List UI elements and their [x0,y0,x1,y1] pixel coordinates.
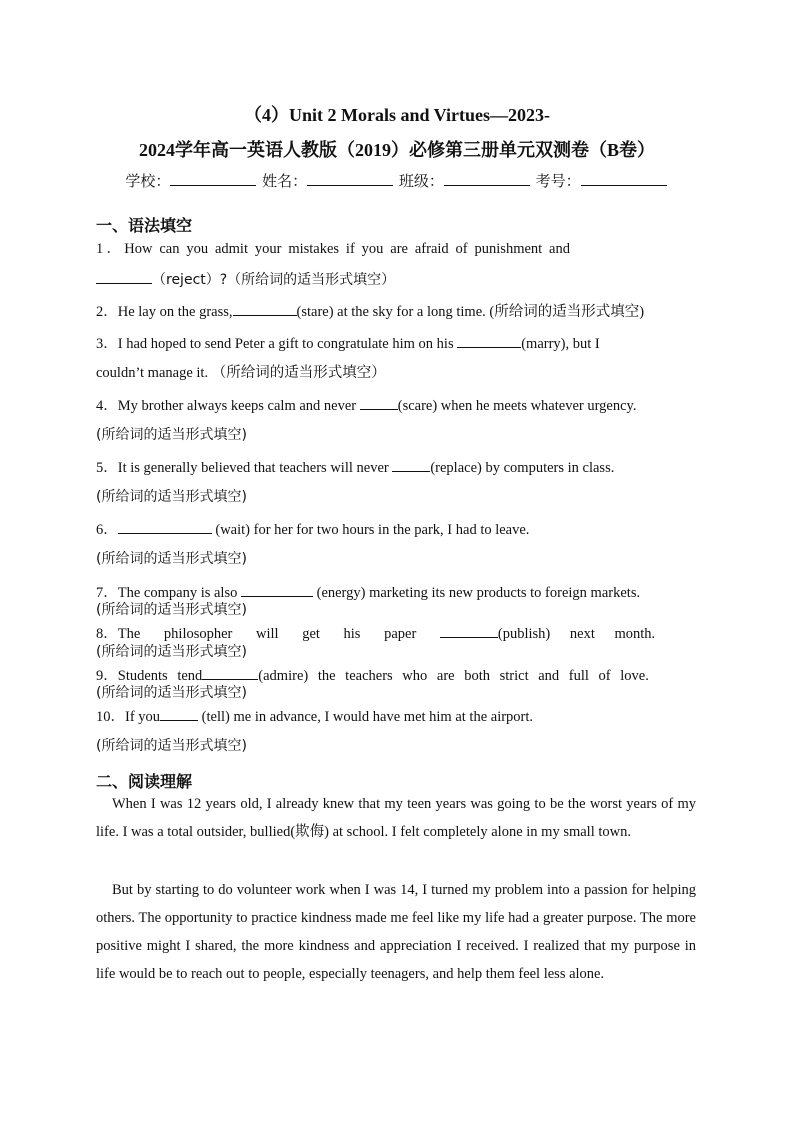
class-label: 班级： [398,174,444,190]
q7-text-a: 7．The company is also [96,585,238,601]
q2-text-b: (stare) at the sky for a long time. (所给词的适当形式填空) [296,304,645,320]
q8-text-a: 8．The philosopher will get his paper [96,626,417,642]
q2-text-a: 2．He lay on the grass, [96,304,233,320]
q9-instruction: (所给词的适当形式填空) [96,685,247,701]
q10-text-b: (tell) me in advance, I would have met him at the airport. [201,709,534,725]
q3-text-b: (marry), but I [521,336,600,352]
title-line-2: 2024学年高一英语人教版（2019）必修第三册单元双测卷（B卷） [138,140,655,160]
q4-text-a: 4．My brother always keeps calm and never [96,398,357,414]
school-label: 学校： [125,174,171,190]
exam-no-label: 考号： [535,174,581,190]
q9-text-a: 9．Students tend [96,668,203,684]
q8-blank[interactable] [440,623,498,638]
reading-paragraph-1: When I was 12 years old, I already knew that my teen years was going to be the worst years of my life. I was a total outsider, bullied(欺侮) at school. I felt completely alone in my small town. [96,796,696,840]
q4-text-b: (scare) when he meets whatever urgency. [397,398,637,414]
q6-text-a: 6． [96,522,118,538]
reading-paragraph-2: But by starting to do volunteer work when I was 14, I turned my problem into a passion for helping others. The opportunity to practice kindness made me feel like my life had a greater purpose. The more positive might I shared, the more kindness and appreciation I received. I realized that my purpose in life would be to reach out to people, especially teenagers, and help them feel less alone. [96,882,696,982]
section-2-heading: 二、阅读理解 [96,772,193,791]
q10-line-1 [96,706,696,727]
q1-hint: （reject）?（所给词的适当形式填空） [152,272,396,288]
q3-text-a: 3．I had hoped to send Peter a gift to congratulate him on his [96,336,454,352]
q1-blank[interactable] [96,269,152,284]
q7-text-b: (energy) marketing its new products to foreign markets. [316,585,641,601]
q6-line-1 [96,519,696,540]
q3-blank[interactable] [457,333,521,348]
q7-instruction: (所给词的适当形式填空) [96,602,247,618]
q8-instruction: (所给词的适当形式填空) [96,644,247,660]
q5-line-1 [96,457,696,478]
q1-line-2 [96,269,696,290]
q6-text-b: (wait) for her for two hours in the park, I had to leave. [215,522,530,538]
q4-instruction: (所给词的适当形式填空) [96,427,247,443]
q6-blank[interactable] [118,519,212,534]
q9-blank[interactable] [202,665,258,680]
q8-line-1 [96,623,696,644]
q10-instruction: (所给词的适当形式填空) [96,738,247,754]
q4-blank[interactable] [360,395,398,410]
q2-line [96,301,696,322]
q10-text-a: 10．If you [96,709,161,725]
title-line-1: （4）Unit 2 Morals and Virtues—2023- [244,105,550,125]
q8-text-b: (publish) next month. [497,626,656,642]
q1-line-1: 1．How can you admit your mistakes if you are afraid of punishment and [96,241,570,257]
school-blank[interactable] [170,170,256,186]
section-1-heading: 一、语法填空 [96,216,193,235]
q5-text-b: (replace) by computers in class. [430,460,615,476]
student-info-row [0,170,794,193]
q5-instruction: (所给词的适当形式填空) [96,489,247,505]
q9-text-b: (admire) the teachers who are both strict and full of love. [258,668,649,684]
q3-line-2: couldn’t manage it. （所给词的适当形式填空） [96,365,386,381]
q3-line-1 [96,333,696,354]
q5-blank[interactable] [392,457,430,472]
class-blank[interactable] [444,170,530,186]
q10-blank[interactable] [160,706,198,721]
q5-text-a: 5．It is generally believed that teachers will never [96,460,389,476]
name-label: 姓名： [262,174,308,190]
q6-instruction: (所给词的适当形式填空) [96,551,247,567]
q7-blank[interactable] [241,582,313,597]
exam-no-blank[interactable] [581,170,667,186]
name-blank[interactable] [307,170,393,186]
q2-blank[interactable] [233,301,297,316]
q4-line-1 [96,395,696,416]
